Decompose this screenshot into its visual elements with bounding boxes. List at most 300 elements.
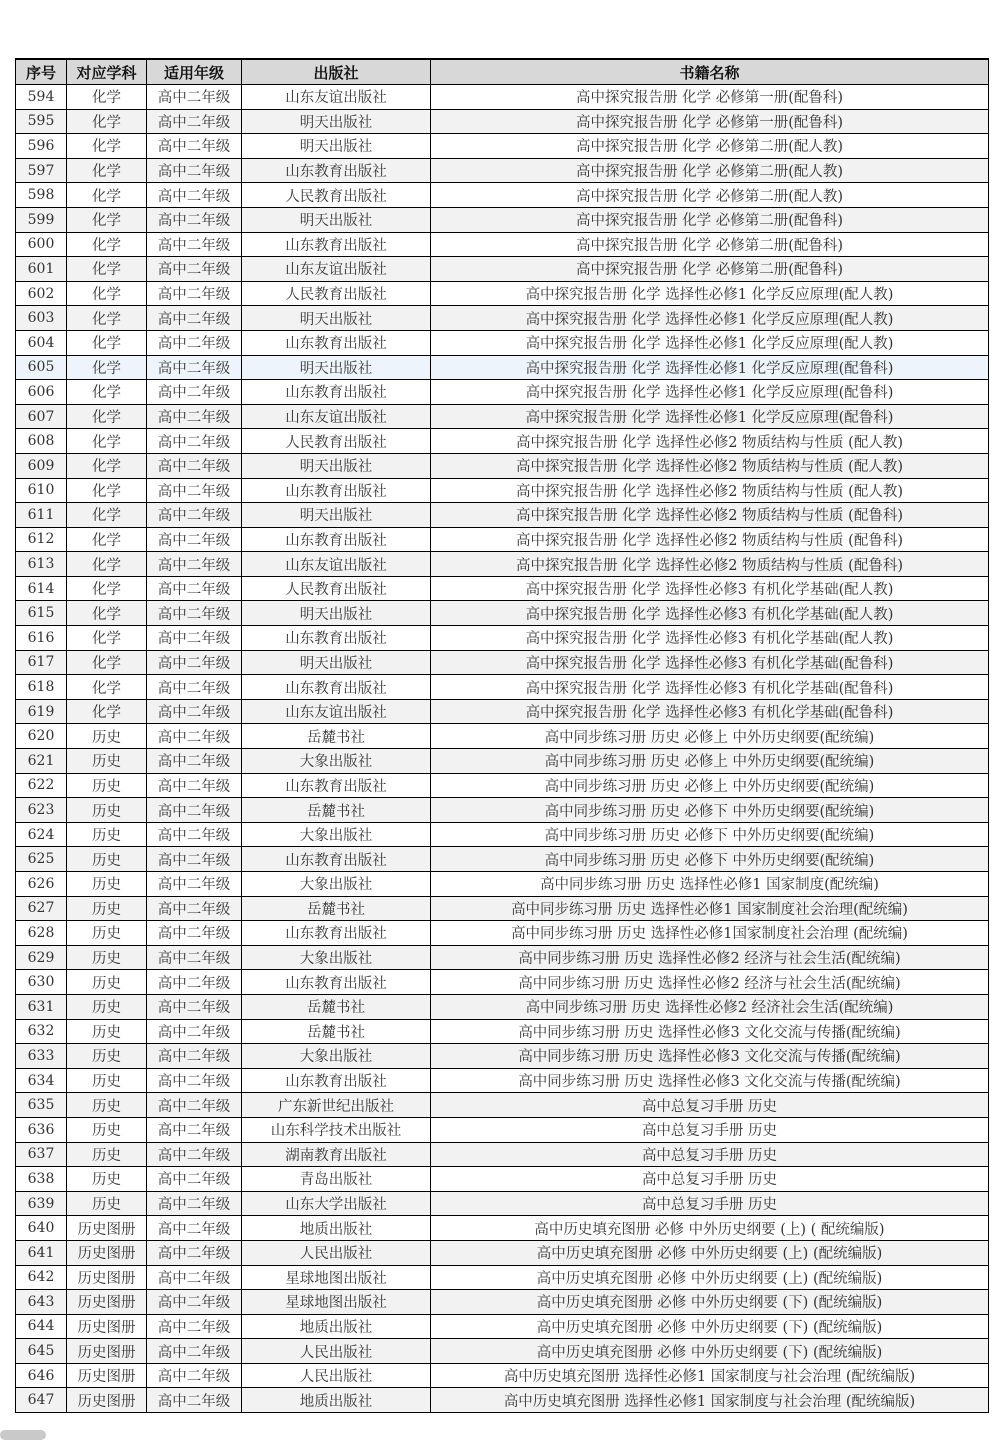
cell-grade: 高中二年级 bbox=[147, 1068, 242, 1093]
cell-book-title: 高中探究报告册 化学 选择性必修3 有机化学基础(配鲁科) bbox=[431, 650, 989, 675]
cell-serial-number: 645 bbox=[16, 1339, 67, 1364]
cell-book-title: 高中历史填充图册 选择性必修1 国家制度与社会治理 (配统编版) bbox=[431, 1363, 989, 1388]
cell-subject: 历史 bbox=[67, 872, 147, 897]
cell-serial-number: 616 bbox=[16, 626, 67, 651]
table-body bbox=[16, 85, 989, 1413]
cell-subject: 历史 bbox=[67, 1167, 147, 1192]
cell-book-title: 高中探究报告册 化学 必修第一册(配鲁科) bbox=[431, 109, 989, 134]
cell-book-title: 高中探究报告册 化学 选择性必修3 有机化学基础(配人教) bbox=[431, 601, 989, 626]
table-row bbox=[16, 158, 989, 183]
cell-book-title: 高中同步练习册 历史 选择性必修3 文化交流与传播(配统编) bbox=[431, 1019, 989, 1044]
table-row bbox=[16, 552, 989, 577]
cell-serial-number: 617 bbox=[16, 650, 67, 675]
cell-grade: 高中二年级 bbox=[147, 380, 242, 405]
cell-grade: 高中二年级 bbox=[147, 158, 242, 183]
cell-subject: 历史图册 bbox=[67, 1290, 147, 1315]
cell-publisher: 大象出版社 bbox=[242, 822, 431, 847]
cell-serial-number: 634 bbox=[16, 1068, 67, 1093]
cell-publisher: 山东教育出版社 bbox=[242, 773, 431, 798]
cell-subject: 历史 bbox=[67, 847, 147, 872]
cell-subject: 历史 bbox=[67, 724, 147, 749]
cell-subject: 历史图册 bbox=[67, 1216, 147, 1241]
cell-publisher: 明天出版社 bbox=[242, 601, 431, 626]
cell-book-title: 高中探究报告册 化学 选择性必修1 化学反应原理(配鲁科) bbox=[431, 380, 989, 405]
cell-book-title: 高中同步练习册 历史 必修下 中外历史纲要(配统编) bbox=[431, 822, 989, 847]
cell-serial-number: 646 bbox=[16, 1363, 67, 1388]
cell-publisher: 山东教育出版社 bbox=[242, 847, 431, 872]
cell-subject: 历史 bbox=[67, 798, 147, 823]
cell-book-title: 高中总复习手册 历史 bbox=[431, 1142, 989, 1167]
cell-publisher: 星球地图出版社 bbox=[242, 1265, 431, 1290]
cell-book-title: 高中总复习手册 历史 bbox=[431, 1191, 989, 1216]
cell-book-title: 高中探究报告册 化学 选择性必修3 有机化学基础(配人教) bbox=[431, 626, 989, 651]
cell-grade: 高中二年级 bbox=[147, 453, 242, 478]
cell-serial-number: 600 bbox=[16, 232, 67, 257]
cell-book-title: 高中历史填充图册 必修 中外历史纲要 (上) (配统编版) bbox=[431, 1240, 989, 1265]
cell-serial-number: 604 bbox=[16, 330, 67, 355]
table-row bbox=[16, 945, 989, 970]
cell-book-title: 高中探究报告册 化学 选择性必修2 物质结构与性质 (配人教) bbox=[431, 453, 989, 478]
cell-publisher: 人民教育出版社 bbox=[242, 576, 431, 601]
cell-serial-number: 627 bbox=[16, 896, 67, 921]
cell-subject: 历史 bbox=[67, 896, 147, 921]
cell-grade: 高中二年级 bbox=[147, 1142, 242, 1167]
cell-subject: 历史图册 bbox=[67, 1363, 147, 1388]
cell-serial-number: 629 bbox=[16, 945, 67, 970]
table-row bbox=[16, 1339, 989, 1364]
cell-subject: 化学 bbox=[67, 134, 147, 159]
cell-serial-number: 644 bbox=[16, 1314, 67, 1339]
cell-book-title: 高中同步练习册 历史 选择性必修1 国家制度(配统编) bbox=[431, 872, 989, 897]
cell-grade: 高中二年级 bbox=[147, 921, 242, 946]
table-row bbox=[16, 822, 989, 847]
cell-subject: 历史 bbox=[67, 921, 147, 946]
cell-subject: 化学 bbox=[67, 527, 147, 552]
cell-grade: 高中二年级 bbox=[147, 429, 242, 454]
cell-publisher: 山东友谊出版社 bbox=[242, 85, 431, 110]
cell-serial-number: 640 bbox=[16, 1216, 67, 1241]
cell-grade: 高中二年级 bbox=[147, 1093, 242, 1118]
table-row bbox=[16, 1290, 989, 1315]
cell-grade: 高中二年级 bbox=[147, 1290, 242, 1315]
table-row bbox=[16, 1265, 989, 1290]
cell-grade: 高中二年级 bbox=[147, 872, 242, 897]
cell-serial-number: 614 bbox=[16, 576, 67, 601]
cell-subject: 化学 bbox=[67, 183, 147, 208]
table-row bbox=[16, 749, 989, 774]
cell-book-title: 高中探究报告册 化学 必修第一册(配鲁科) bbox=[431, 85, 989, 110]
cell-grade: 高中二年级 bbox=[147, 1388, 242, 1413]
table-row bbox=[16, 847, 989, 872]
table-row bbox=[16, 994, 989, 1019]
cell-book-title: 高中同步练习册 历史 必修上 中外历史纲要(配统编) bbox=[431, 749, 989, 774]
table-row bbox=[16, 85, 989, 110]
table-row bbox=[16, 626, 989, 651]
cell-publisher: 地质出版社 bbox=[242, 1216, 431, 1241]
cell-subject: 化学 bbox=[67, 453, 147, 478]
table-row bbox=[16, 232, 989, 257]
table-row bbox=[16, 601, 989, 626]
table-row bbox=[16, 699, 989, 724]
header-serial-number: 序号 bbox=[16, 59, 67, 85]
cell-subject: 历史 bbox=[67, 1044, 147, 1069]
header-subject: 对应学科 bbox=[67, 59, 147, 85]
table-row bbox=[16, 429, 989, 454]
cell-grade: 高中二年级 bbox=[147, 503, 242, 528]
table-row bbox=[16, 1093, 989, 1118]
table-row bbox=[16, 478, 989, 503]
cell-publisher: 大象出版社 bbox=[242, 749, 431, 774]
cell-serial-number: 618 bbox=[16, 675, 67, 700]
cell-book-title: 高中探究报告册 化学 选择性必修2 物质结构与性质 (配人教) bbox=[431, 478, 989, 503]
cell-publisher: 湖南教育出版社 bbox=[242, 1142, 431, 1167]
cell-subject: 历史 bbox=[67, 1142, 147, 1167]
cell-grade: 高中二年级 bbox=[147, 847, 242, 872]
cell-publisher: 山东友谊出版社 bbox=[242, 699, 431, 724]
cell-publisher: 青岛出版社 bbox=[242, 1167, 431, 1192]
cell-grade: 高中二年级 bbox=[147, 576, 242, 601]
cell-book-title: 高中探究报告册 化学 选择性必修3 有机化学基础(配鲁科) bbox=[431, 675, 989, 700]
table-row bbox=[16, 921, 989, 946]
table-row bbox=[16, 109, 989, 134]
cell-book-title: 高中总复习手册 历史 bbox=[431, 1167, 989, 1192]
cell-serial-number: 602 bbox=[16, 281, 67, 306]
cell-serial-number: 625 bbox=[16, 847, 67, 872]
cell-book-title: 高中探究报告册 化学 选择性必修1 化学反应原理(配人教) bbox=[431, 330, 989, 355]
cell-serial-number: 638 bbox=[16, 1167, 67, 1192]
cell-serial-number: 596 bbox=[16, 134, 67, 159]
header-book-title: 书籍名称 bbox=[431, 59, 989, 85]
table-row bbox=[16, 281, 989, 306]
cell-grade: 高中二年级 bbox=[147, 527, 242, 552]
cell-grade: 高中二年级 bbox=[147, 232, 242, 257]
cell-grade: 高中二年级 bbox=[147, 85, 242, 110]
table-row bbox=[16, 1388, 989, 1413]
table-row bbox=[16, 1019, 989, 1044]
table-row bbox=[16, 724, 989, 749]
cell-publisher: 广东新世纪出版社 bbox=[242, 1093, 431, 1118]
table-row bbox=[16, 773, 989, 798]
cell-subject: 化学 bbox=[67, 109, 147, 134]
book-list-table bbox=[15, 58, 989, 1413]
cell-serial-number: 606 bbox=[16, 380, 67, 405]
cell-serial-number: 605 bbox=[16, 355, 67, 380]
cell-subject: 化学 bbox=[67, 257, 147, 282]
cell-book-title: 高中总复习手册 历史 bbox=[431, 1117, 989, 1142]
cell-grade: 高中二年级 bbox=[147, 183, 242, 208]
cell-publisher: 地质出版社 bbox=[242, 1314, 431, 1339]
cell-publisher: 山东教育出版社 bbox=[242, 626, 431, 651]
table-row bbox=[16, 1363, 989, 1388]
table-row bbox=[16, 330, 989, 355]
cell-grade: 高中二年级 bbox=[147, 355, 242, 380]
cell-serial-number: 630 bbox=[16, 970, 67, 995]
table-row bbox=[16, 650, 989, 675]
table-row bbox=[16, 134, 989, 159]
cell-serial-number: 626 bbox=[16, 872, 67, 897]
cell-grade: 高中二年级 bbox=[147, 822, 242, 847]
table-row bbox=[16, 798, 989, 823]
cell-publisher: 明天出版社 bbox=[242, 109, 431, 134]
cell-grade: 高中二年级 bbox=[147, 650, 242, 675]
cell-subject: 化学 bbox=[67, 404, 147, 429]
cell-serial-number: 598 bbox=[16, 183, 67, 208]
cell-book-title: 高中同步练习册 历史 必修下 中外历史纲要(配统编) bbox=[431, 798, 989, 823]
cell-grade: 高中二年级 bbox=[147, 1191, 242, 1216]
cell-serial-number: 643 bbox=[16, 1290, 67, 1315]
cell-publisher: 山东科学技术出版社 bbox=[242, 1117, 431, 1142]
cell-grade: 高中二年级 bbox=[147, 478, 242, 503]
cell-book-title: 高中历史填充图册 必修 中外历史纲要 (下) (配统编版) bbox=[431, 1290, 989, 1315]
cell-grade: 高中二年级 bbox=[147, 1019, 242, 1044]
cell-subject: 历史 bbox=[67, 1191, 147, 1216]
cell-serial-number: 611 bbox=[16, 503, 67, 528]
cell-subject: 化学 bbox=[67, 355, 147, 380]
cell-serial-number: 615 bbox=[16, 601, 67, 626]
cell-publisher: 山东友谊出版社 bbox=[242, 404, 431, 429]
cell-serial-number: 637 bbox=[16, 1142, 67, 1167]
cell-publisher: 大象出版社 bbox=[242, 1044, 431, 1069]
cell-publisher: 岳麓书社 bbox=[242, 896, 431, 921]
cell-grade: 高中二年级 bbox=[147, 896, 242, 921]
cell-serial-number: 609 bbox=[16, 453, 67, 478]
cell-grade: 高中二年级 bbox=[147, 626, 242, 651]
cell-publisher: 岳麓书社 bbox=[242, 724, 431, 749]
cell-book-title: 高中探究报告册 化学 选择性必修3 有机化学基础(配人教) bbox=[431, 576, 989, 601]
cell-subject: 化学 bbox=[67, 601, 147, 626]
header-grade: 适用年级 bbox=[147, 59, 242, 85]
cell-serial-number: 603 bbox=[16, 306, 67, 331]
cell-book-title: 高中历史填充图册 必修 中外历史纲要 (下) (配统编版) bbox=[431, 1339, 989, 1364]
cell-grade: 高中二年级 bbox=[147, 404, 242, 429]
cell-serial-number: 610 bbox=[16, 478, 67, 503]
cell-publisher: 人民教育出版社 bbox=[242, 183, 431, 208]
cell-publisher: 人民教育出版社 bbox=[242, 429, 431, 454]
cell-serial-number: 636 bbox=[16, 1117, 67, 1142]
cell-grade: 高中二年级 bbox=[147, 134, 242, 159]
cell-serial-number: 624 bbox=[16, 822, 67, 847]
table-row bbox=[16, 380, 989, 405]
cell-publisher: 山东教育出版社 bbox=[242, 232, 431, 257]
table-row bbox=[16, 576, 989, 601]
cell-book-title: 高中同步练习册 历史 选择性必修3 文化交流与传播(配统编) bbox=[431, 1068, 989, 1093]
cell-book-title: 高中同步练习册 历史 选择性必修2 经济社会生活(配统编) bbox=[431, 994, 989, 1019]
cell-book-title: 高中探究报告册 化学 选择性必修2 物质结构与性质 (配鲁科) bbox=[431, 503, 989, 528]
cell-serial-number: 612 bbox=[16, 527, 67, 552]
cell-grade: 高中二年级 bbox=[147, 675, 242, 700]
cell-grade: 高中二年级 bbox=[147, 945, 242, 970]
cell-publisher: 人民出版社 bbox=[242, 1363, 431, 1388]
cell-grade: 高中二年级 bbox=[147, 306, 242, 331]
cell-subject: 历史图册 bbox=[67, 1314, 147, 1339]
table-row bbox=[16, 503, 989, 528]
cell-subject: 化学 bbox=[67, 478, 147, 503]
cell-subject: 历史图册 bbox=[67, 1265, 147, 1290]
cell-subject: 历史 bbox=[67, 1093, 147, 1118]
table-row bbox=[16, 207, 989, 232]
cell-subject: 历史 bbox=[67, 1117, 147, 1142]
cell-serial-number: 597 bbox=[16, 158, 67, 183]
cell-subject: 化学 bbox=[67, 650, 147, 675]
cell-subject: 化学 bbox=[67, 626, 147, 651]
cell-grade: 高中二年级 bbox=[147, 1167, 242, 1192]
cell-book-title: 高中总复习手册 历史 bbox=[431, 1093, 989, 1118]
cell-grade: 高中二年级 bbox=[147, 1363, 242, 1388]
cell-publisher: 山东教育出版社 bbox=[242, 478, 431, 503]
cell-subject: 化学 bbox=[67, 330, 147, 355]
cell-subject: 化学 bbox=[67, 699, 147, 724]
cell-grade: 高中二年级 bbox=[147, 699, 242, 724]
cell-book-title: 高中探究报告册 化学 选择性必修1 化学反应原理(配人教) bbox=[431, 306, 989, 331]
cell-subject: 化学 bbox=[67, 306, 147, 331]
cell-serial-number: 613 bbox=[16, 552, 67, 577]
scrollbar-thumb[interactable] bbox=[0, 1430, 46, 1440]
table-header-row bbox=[16, 59, 989, 85]
book-list-table-container bbox=[15, 58, 988, 1413]
cell-serial-number: 608 bbox=[16, 429, 67, 454]
cell-publisher: 山东教育出版社 bbox=[242, 1068, 431, 1093]
cell-book-title: 高中同步练习册 历史 选择性必修2 经济与社会生活(配统编) bbox=[431, 945, 989, 970]
cell-serial-number: 621 bbox=[16, 749, 67, 774]
table-row bbox=[16, 1044, 989, 1069]
cell-publisher: 山东教育出版社 bbox=[242, 527, 431, 552]
table-row bbox=[16, 1216, 989, 1241]
table-row bbox=[16, 404, 989, 429]
cell-publisher: 明天出版社 bbox=[242, 503, 431, 528]
cell-publisher: 人民出版社 bbox=[242, 1240, 431, 1265]
cell-subject: 化学 bbox=[67, 429, 147, 454]
cell-book-title: 高中探究报告册 化学 选择性必修1 化学反应原理(配鲁科) bbox=[431, 404, 989, 429]
cell-serial-number: 635 bbox=[16, 1093, 67, 1118]
cell-serial-number: 628 bbox=[16, 921, 67, 946]
cell-grade: 高中二年级 bbox=[147, 257, 242, 282]
cell-serial-number: 639 bbox=[16, 1191, 67, 1216]
table-row bbox=[16, 355, 989, 380]
cell-book-title: 高中历史填充图册 必修 中外历史纲要 (下) (配统编版) bbox=[431, 1314, 989, 1339]
cell-publisher: 明天出版社 bbox=[242, 453, 431, 478]
cell-publisher: 山东教育出版社 bbox=[242, 330, 431, 355]
table-row bbox=[16, 306, 989, 331]
cell-subject: 化学 bbox=[67, 158, 147, 183]
cell-publisher: 地质出版社 bbox=[242, 1388, 431, 1413]
cell-serial-number: 631 bbox=[16, 994, 67, 1019]
cell-serial-number: 619 bbox=[16, 699, 67, 724]
cell-subject: 历史 bbox=[67, 945, 147, 970]
cell-subject: 化学 bbox=[67, 576, 147, 601]
cell-grade: 高中二年级 bbox=[147, 970, 242, 995]
cell-subject: 历史 bbox=[67, 749, 147, 774]
cell-grade: 高中二年级 bbox=[147, 601, 242, 626]
cell-publisher: 山东教育出版社 bbox=[242, 921, 431, 946]
cell-grade: 高中二年级 bbox=[147, 1314, 242, 1339]
cell-subject: 历史图册 bbox=[67, 1240, 147, 1265]
cell-publisher: 明天出版社 bbox=[242, 650, 431, 675]
cell-subject: 化学 bbox=[67, 503, 147, 528]
cell-publisher: 山东大学出版社 bbox=[242, 1191, 431, 1216]
cell-book-title: 高中探究报告册 化学 选择性必修2 物质结构与性质 (配鲁科) bbox=[431, 552, 989, 577]
cell-grade: 高中二年级 bbox=[147, 749, 242, 774]
cell-subject: 化学 bbox=[67, 552, 147, 577]
cell-grade: 高中二年级 bbox=[147, 1117, 242, 1142]
table-row bbox=[16, 257, 989, 282]
cell-subject: 历史 bbox=[67, 994, 147, 1019]
cell-publisher: 明天出版社 bbox=[242, 207, 431, 232]
cell-book-title: 高中探究报告册 化学 必修第二册(配鲁科) bbox=[431, 257, 989, 282]
cell-publisher: 山东教育出版社 bbox=[242, 380, 431, 405]
cell-book-title: 高中历史填充图册 必修 中外历史纲要 (上) (配统编版) bbox=[431, 1265, 989, 1290]
table-row bbox=[16, 1240, 989, 1265]
header-publisher: 出版社 bbox=[242, 59, 431, 85]
cell-book-title: 高中同步练习册 历史 选择性必修2 经济与社会生活(配统编) bbox=[431, 970, 989, 995]
cell-serial-number: 607 bbox=[16, 404, 67, 429]
cell-grade: 高中二年级 bbox=[147, 798, 242, 823]
cell-grade: 高中二年级 bbox=[147, 1216, 242, 1241]
cell-book-title: 高中历史填充图册 选择性必修1 国家制度与社会治理 (配统编版) bbox=[431, 1388, 989, 1413]
cell-grade: 高中二年级 bbox=[147, 1339, 242, 1364]
cell-book-title: 高中探究报告册 化学 必修第二册(配人教) bbox=[431, 134, 989, 159]
cell-book-title: 高中同步练习册 历史 必修下 中外历史纲要(配统编) bbox=[431, 847, 989, 872]
cell-serial-number: 633 bbox=[16, 1044, 67, 1069]
cell-publisher: 岳麓书社 bbox=[242, 798, 431, 823]
cell-subject: 化学 bbox=[67, 207, 147, 232]
cell-book-title: 高中探究报告册 化学 必修第二册(配人教) bbox=[431, 158, 989, 183]
table-row bbox=[16, 183, 989, 208]
cell-grade: 高中二年级 bbox=[147, 773, 242, 798]
cell-book-title: 高中探究报告册 化学 选择性必修2 物质结构与性质 (配人教) bbox=[431, 429, 989, 454]
cell-serial-number: 647 bbox=[16, 1388, 67, 1413]
cell-grade: 高中二年级 bbox=[147, 281, 242, 306]
cell-serial-number: 622 bbox=[16, 773, 67, 798]
cell-serial-number: 594 bbox=[16, 85, 67, 110]
cell-publisher: 星球地图出版社 bbox=[242, 1290, 431, 1315]
cell-book-title: 高中探究报告册 化学 选择性必修3 有机化学基础(配鲁科) bbox=[431, 699, 989, 724]
cell-book-title: 高中历史填充图册 必修 中外历史纲要 (上) ( 配统编版) bbox=[431, 1216, 989, 1241]
cell-publisher: 人民出版社 bbox=[242, 1339, 431, 1364]
cell-publisher: 明天出版社 bbox=[242, 355, 431, 380]
cell-publisher: 大象出版社 bbox=[242, 872, 431, 897]
cell-subject: 历史 bbox=[67, 1068, 147, 1093]
table-row bbox=[16, 1117, 989, 1142]
cell-book-title: 高中同步练习册 历史 必修上 中外历史纲要(配统编) bbox=[431, 724, 989, 749]
table-row bbox=[16, 1068, 989, 1093]
cell-book-title: 高中同步练习册 历史 选择性必修3 文化交流与传播(配统编) bbox=[431, 1044, 989, 1069]
cell-book-title: 高中探究报告册 化学 选择性必修1 化学反应原理(配鲁科) bbox=[431, 355, 989, 380]
cell-publisher: 大象出版社 bbox=[242, 945, 431, 970]
cell-book-title: 高中同步练习册 历史 选择性必修1 国家制度社会治理(配统编) bbox=[431, 896, 989, 921]
table-row bbox=[16, 1167, 989, 1192]
cell-publisher: 山东教育出版社 bbox=[242, 970, 431, 995]
cell-subject: 历史 bbox=[67, 822, 147, 847]
cell-book-title: 高中探究报告册 化学 必修第二册(配鲁科) bbox=[431, 232, 989, 257]
cell-grade: 高中二年级 bbox=[147, 552, 242, 577]
table-row bbox=[16, 872, 989, 897]
cell-grade: 高中二年级 bbox=[147, 1044, 242, 1069]
cell-book-title: 高中探究报告册 化学 选择性必修1 化学反应原理(配人教) bbox=[431, 281, 989, 306]
cell-book-title: 高中探究报告册 化学 选择性必修2 物质结构与性质 (配鲁科) bbox=[431, 527, 989, 552]
cell-publisher: 山东友谊出版社 bbox=[242, 257, 431, 282]
cell-book-title: 高中探究报告册 化学 必修第二册(配鲁科) bbox=[431, 207, 989, 232]
cell-grade: 高中二年级 bbox=[147, 1265, 242, 1290]
table-row bbox=[16, 970, 989, 995]
table-row bbox=[16, 453, 989, 478]
cell-publisher: 山东教育出版社 bbox=[242, 675, 431, 700]
cell-subject: 化学 bbox=[67, 380, 147, 405]
cell-grade: 高中二年级 bbox=[147, 109, 242, 134]
cell-serial-number: 601 bbox=[16, 257, 67, 282]
cell-publisher: 岳麓书社 bbox=[242, 994, 431, 1019]
table-row bbox=[16, 1191, 989, 1216]
cell-grade: 高中二年级 bbox=[147, 330, 242, 355]
